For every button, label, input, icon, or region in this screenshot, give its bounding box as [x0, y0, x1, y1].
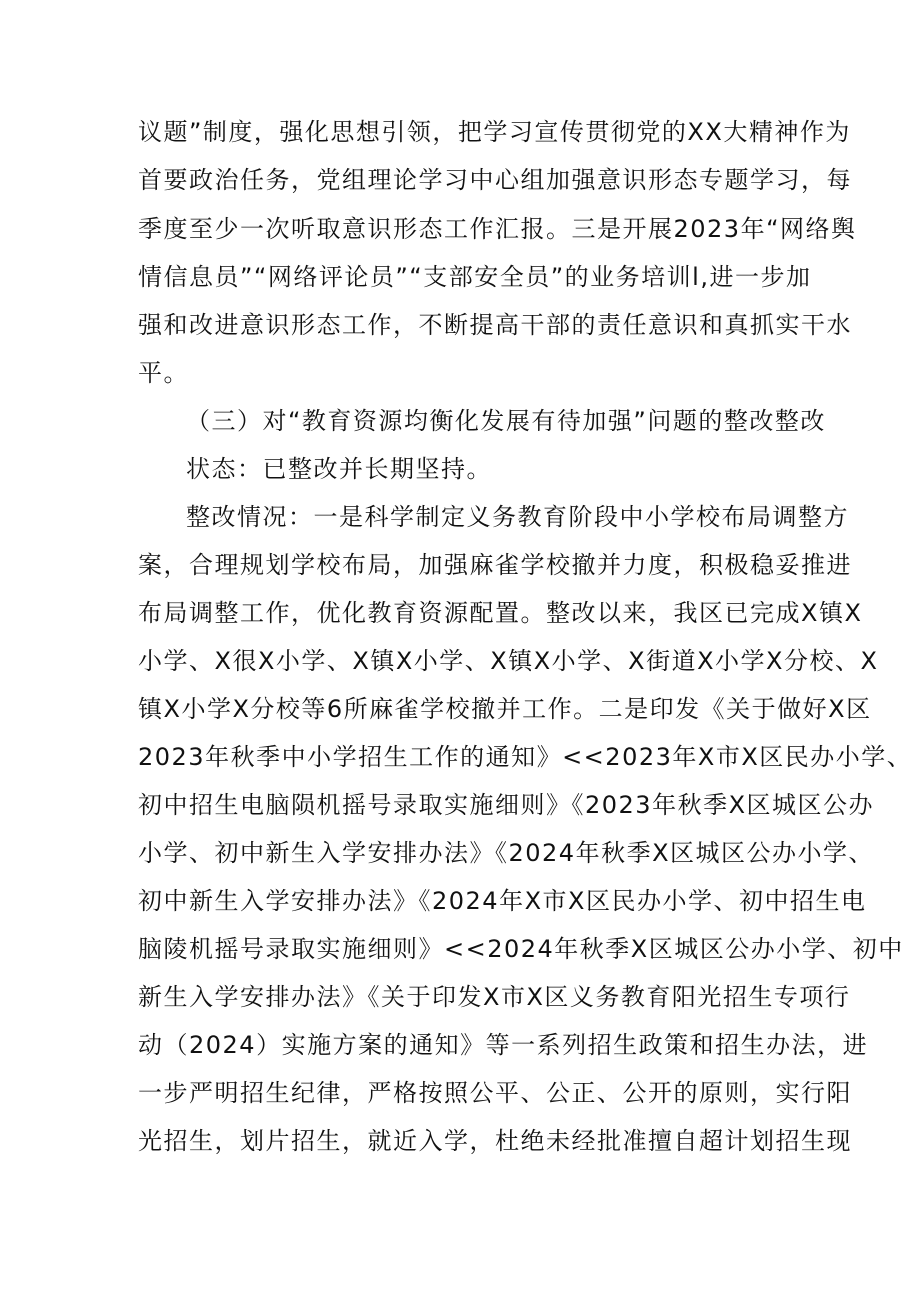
text-line: 议题”制度，强化思想引领，把学习宣传贯彻党的XX大精神作为: [138, 118, 851, 146]
text-line: 一步严明招生纪律，严格按照公平、公正、公开的原则，实行阳: [138, 1079, 852, 1107]
text-line: 情信息员”“网络评论员”“支部安全员”的业务培训l,进一步加: [138, 263, 812, 291]
text-line: 平。: [138, 359, 189, 387]
text-line: 初中招生电脑陨机摇号录取实施细则》《2023年秋季X区城区公办: [138, 791, 875, 819]
text-line: 小学、初中新生入学安排办法》《2024年秋季X区城区公办小学、: [138, 839, 875, 867]
text-line: 首要政治任务，党组理论学习中心组加强意识形态专题学习，每: [138, 166, 852, 194]
text-line: 初中新生入学安排办法》《2024年X市X区民办小学、初中招生电: [138, 887, 867, 915]
text-line: 新生入学安排办法》《关于印发X市X区义务教育阳光招生专项行: [138, 983, 851, 1011]
section-heading: （三）对“教育资源均衡化发展有待加强”问题的整改整改: [186, 407, 826, 435]
text-line: 脑陵机摇号录取实施细则》<<2024年秋季X区城区公办小学、初中: [138, 935, 904, 963]
text-line: 镇X小学X分校等6所麻雀学校撤并工作。二是印发《关于做好X区: [138, 695, 872, 723]
text-line: 小学、X很X小学、X镇X小学、X镇X小学、X街道X小学X分校、X: [138, 647, 879, 675]
text-line: 光招生，划片招生，就近入学，杜绝未经批准擅自超计划招生现: [138, 1127, 852, 1155]
status-line: 状态：已整改并长期坚持。: [186, 455, 492, 483]
text-line: 案，合理规划学校布局，加强麻雀学校撤并力度，积极稳妥推进: [138, 551, 852, 579]
text-line: 动（2024）实施方案的通知》等一系列招生政策和招生办法，进: [138, 1031, 869, 1059]
text-line: 布局调整工作，优化教育资源配置。整改以来，我区已完成X镇X: [138, 599, 863, 627]
text-line: 整改情况：一是科学制定义务教育阶段中小学校布局调整方: [186, 503, 849, 531]
text-line: 强和改进意识形态工作，不断提高干部的责任意识和真抓实干水: [138, 311, 852, 339]
text-line: 2023年秋季中小学招生工作的通知》<<2023年X市X区民办小学、: [138, 743, 913, 771]
text-line: 季度至少一次听取意识形态工作汇报。三是开展2023年“网络舆: [138, 215, 857, 243]
